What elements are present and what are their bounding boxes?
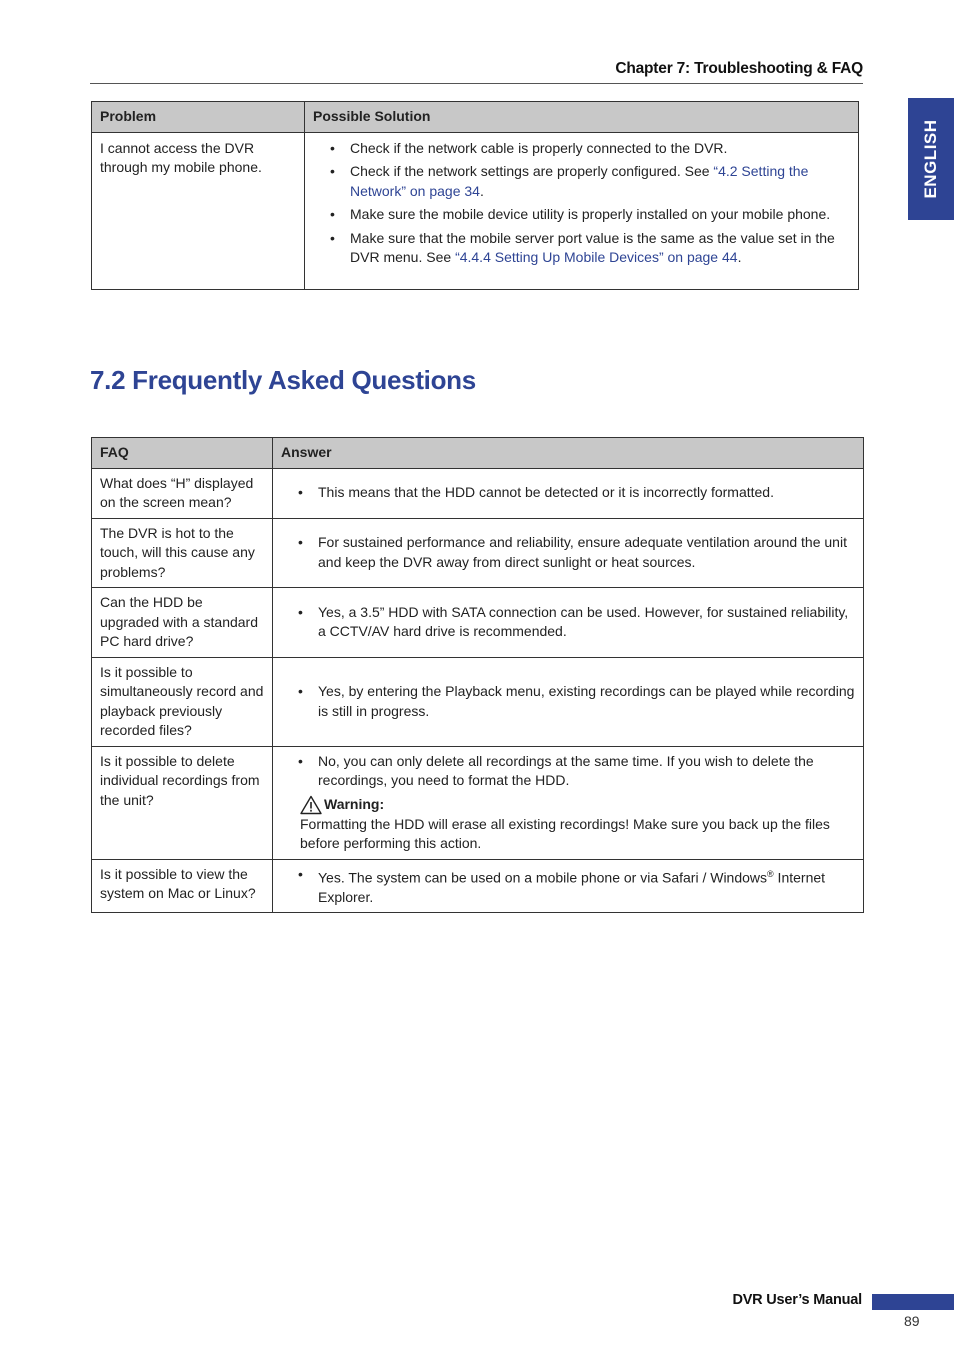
language-tab bbox=[908, 98, 954, 220]
table-row bbox=[92, 859, 864, 913]
solution-text: Make sure that the mobile server port value is the same as the value set in the DVR menu. See bbox=[350, 229, 835, 265]
faq-question: Can the HDD be upgraded with a standard PC hard drive? bbox=[92, 588, 273, 658]
warning-triangle-icon bbox=[300, 795, 322, 815]
solution-text: Check if the network cable is properly connected to the DVR. bbox=[350, 139, 728, 156]
chapter-title: Chapter 7: Troubleshooting & FAQ bbox=[615, 60, 863, 77]
page-number: 89 bbox=[904, 1313, 920, 1329]
answer-text: Yes, a 3.5” HDD with SATA connection can be used. However, for sustained reliability, a CCTV/AV hard drive is recommended. bbox=[318, 603, 849, 640]
list-item bbox=[318, 752, 855, 791]
faq-question: The DVR is hot to the touch, will this cause any problems? bbox=[92, 518, 273, 588]
faq-answer bbox=[273, 746, 864, 859]
table-row bbox=[92, 132, 859, 289]
list-item bbox=[318, 603, 855, 642]
language-tab-label: ENGLISH bbox=[921, 119, 940, 199]
faq-question: What does “H” displayed on the screen mean? bbox=[92, 468, 273, 518]
table-row bbox=[92, 746, 864, 859]
list-item bbox=[318, 483, 855, 503]
footer-accent-bar bbox=[872, 1294, 954, 1310]
solution-list bbox=[323, 139, 850, 268]
solution-text: Make sure the mobile device utility is properly installed on your mobile phone. bbox=[350, 206, 831, 222]
column-header-solution: Possible Solution bbox=[305, 102, 859, 133]
faq-table bbox=[91, 437, 864, 913]
table-header-row bbox=[92, 102, 859, 133]
punctuation: . bbox=[479, 182, 484, 199]
faq-question: Is it possible to delete individual recordings from the unit? bbox=[92, 746, 273, 859]
answer-text: Internet Explorer. bbox=[318, 869, 826, 905]
answer-text: No, you can only delete all recordings at the same time. If you wish to delete the recordings, you need to format the HDD. bbox=[318, 752, 814, 788]
faq-answer bbox=[273, 518, 864, 588]
column-header-answer: Answer bbox=[273, 438, 864, 469]
warning-heading bbox=[300, 795, 855, 815]
solution-text: Check if the network settings are properly configured. See bbox=[350, 163, 714, 179]
faq-question: Is it possible to simultaneously record and playback previously recorded files? bbox=[92, 657, 273, 746]
punctuation: . bbox=[737, 249, 742, 265]
answer-text: For sustained performance and reliability, ensure adequate ventilation around the unit and keep the DVR away from direct sunlight or heat sources. bbox=[318, 534, 847, 570]
cross-reference-link[interactable]: “4.4.4 Setting Up Mobile Devices” on page 44 bbox=[455, 249, 738, 265]
registered-mark: ® bbox=[767, 868, 774, 879]
table-row bbox=[92, 518, 864, 588]
section-title: 7.2 Frequently Asked Questions bbox=[90, 365, 476, 395]
faq-question: Is it possible to view the system on Mac or Linux? bbox=[92, 859, 273, 913]
faq-answer bbox=[273, 588, 864, 658]
table-row bbox=[92, 657, 864, 746]
list-item bbox=[318, 865, 855, 908]
column-header-problem: Problem bbox=[92, 102, 305, 133]
faq-answer bbox=[273, 657, 864, 746]
table-header-row bbox=[92, 438, 864, 469]
cross-reference-link[interactable]: “4.2 Setting the Network” on page 34 bbox=[350, 163, 809, 199]
list-item bbox=[350, 139, 850, 159]
header-divider bbox=[90, 83, 863, 84]
faq-answer bbox=[273, 859, 864, 913]
list-item bbox=[318, 682, 855, 721]
solution-cell bbox=[305, 132, 859, 289]
answer-text: This means that the HDD cannot be detected or it is incorrectly formatted. bbox=[318, 484, 774, 501]
warning-block bbox=[300, 795, 855, 854]
manual-title: DVR User’s Manual bbox=[732, 1292, 862, 1308]
list-item bbox=[350, 205, 850, 225]
warning-text: Formatting the HDD will erase all existing recordings! Make sure you back up the files before performing this action. bbox=[300, 815, 830, 851]
faq-answer bbox=[273, 468, 864, 518]
problem-cell: I cannot access the DVR through my mobile phone. bbox=[92, 132, 305, 289]
table-row bbox=[92, 468, 864, 518]
troubleshooting-table bbox=[91, 101, 859, 290]
answer-text: Yes. The system can be used on a mobile phone or via Safari / Windows bbox=[318, 869, 768, 886]
warning-label: Warning: bbox=[324, 795, 385, 812]
table-row bbox=[92, 588, 864, 658]
list-item bbox=[350, 162, 850, 201]
answer-text: Yes, by entering the Playback menu, existing recordings can be played while recording is still in progress. bbox=[318, 683, 855, 719]
list-item bbox=[318, 533, 855, 572]
column-header-faq: FAQ bbox=[92, 438, 273, 469]
list-item bbox=[350, 229, 850, 268]
